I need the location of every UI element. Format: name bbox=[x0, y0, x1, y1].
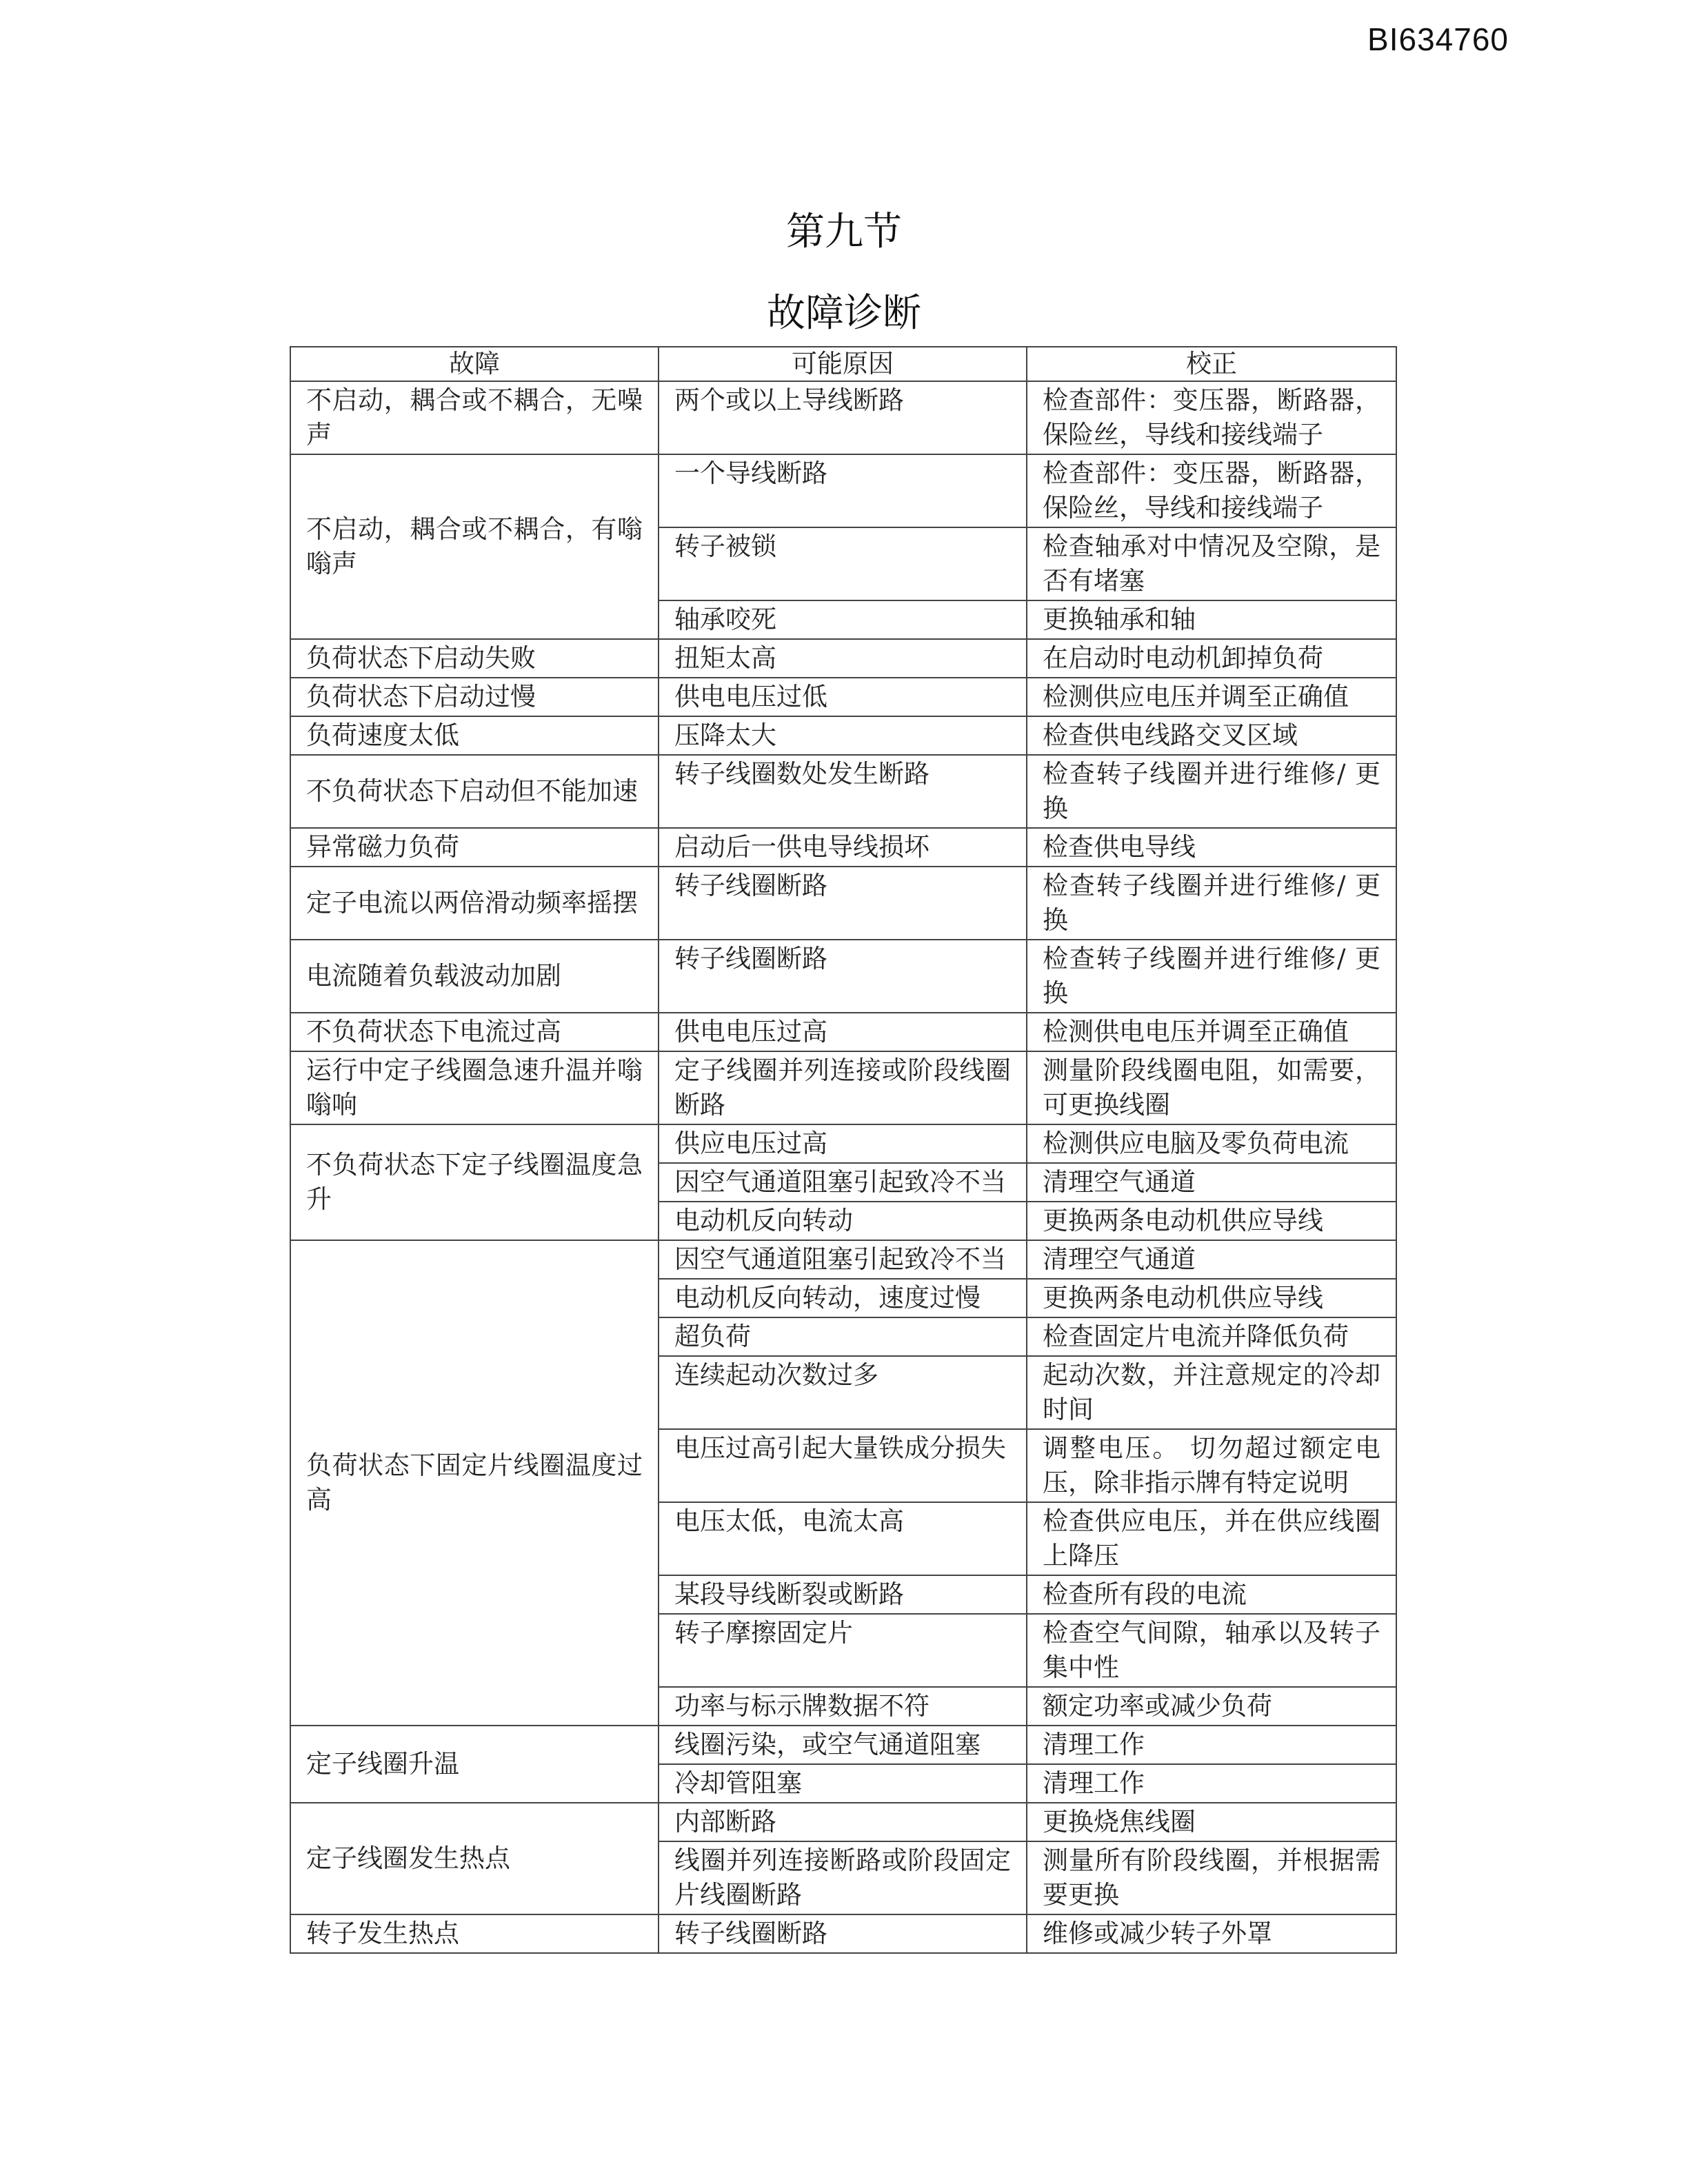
fix-cell: 更换轴承和轴 bbox=[1027, 600, 1396, 639]
table-row bbox=[290, 867, 1396, 940]
table-row bbox=[290, 1803, 1396, 1841]
cause-cell: 因空气通道阻塞引起致冷不当 bbox=[659, 1240, 1027, 1279]
fault-cell: 定子电流以两倍滑动频率摇摆 bbox=[290, 867, 659, 940]
fix-cell: 检查部件：变压器，断路器，保险丝，导线和接线端子 bbox=[1027, 381, 1396, 454]
fix-cell: 额定功率或减少负荷 bbox=[1027, 1687, 1396, 1726]
fault-cell: 电流随着负载波动加剧 bbox=[290, 940, 659, 1013]
fault-cell: 负荷速度太低 bbox=[290, 716, 659, 755]
table-header-row bbox=[290, 347, 1396, 381]
cause-cell: 一个导线断路 bbox=[659, 454, 1027, 527]
table-row bbox=[290, 716, 1396, 755]
table-row bbox=[290, 1051, 1396, 1124]
cause-cell: 电压过高引起大量铁成分损失 bbox=[659, 1429, 1027, 1502]
fix-cell: 测量所有阶段线圈，并根据需要更换 bbox=[1027, 1841, 1396, 1914]
table-row bbox=[290, 1124, 1396, 1163]
cause-cell: 线圈并列连接断路或阶段固定片线圈断路 bbox=[659, 1841, 1027, 1914]
header-fix: 校正 bbox=[1027, 347, 1396, 381]
fault-cell: 定子线圈升温 bbox=[290, 1726, 659, 1803]
fault-cell: 不负荷状态下电流过高 bbox=[290, 1013, 659, 1051]
fault-cell: 负荷状态下启动过慢 bbox=[290, 678, 659, 716]
fix-cell: 更换烧焦线圈 bbox=[1027, 1803, 1396, 1841]
fix-cell: 清理空气通道 bbox=[1027, 1163, 1396, 1202]
fix-cell: 检查转子线圈并进行维修/ 更换 bbox=[1027, 940, 1396, 1013]
fix-cell: 调整电压。 切勿超过额定电压，除非指示牌有特定说明 bbox=[1027, 1429, 1396, 1502]
table-row bbox=[290, 1726, 1396, 1764]
cause-cell: 某段导线断裂或断路 bbox=[659, 1575, 1027, 1614]
header-cause: 可能原因 bbox=[659, 347, 1027, 381]
fix-cell: 更换两条电动机供应导线 bbox=[1027, 1202, 1396, 1240]
fault-cell: 负荷状态下启动失败 bbox=[290, 639, 659, 678]
fix-cell: 检查所有段的电流 bbox=[1027, 1575, 1396, 1614]
cause-cell: 转子线圈数处发生断路 bbox=[659, 755, 1027, 828]
fault-cell: 异常磁力负荷 bbox=[290, 828, 659, 867]
fix-cell: 检测供应电压并调至正确值 bbox=[1027, 678, 1396, 716]
fix-cell: 检测供电电压并调至正确值 bbox=[1027, 1013, 1396, 1051]
table-row bbox=[290, 1240, 1396, 1279]
fix-cell: 检查固定片电流并降低负荷 bbox=[1027, 1317, 1396, 1356]
fix-cell: 检查供电导线 bbox=[1027, 828, 1396, 867]
fix-cell: 在启动时电动机卸掉负荷 bbox=[1027, 639, 1396, 678]
cause-cell: 供电电压过高 bbox=[659, 1013, 1027, 1051]
fix-cell: 清理工作 bbox=[1027, 1764, 1396, 1803]
table-row bbox=[290, 639, 1396, 678]
fault-cell: 不负荷状态下启动但不能加速 bbox=[290, 755, 659, 828]
fault-cell: 负荷状态下固定片线圈温度过高 bbox=[290, 1240, 659, 1726]
fix-cell: 检查供电线路交叉区域 bbox=[1027, 716, 1396, 755]
cause-cell: 因空气通道阻塞引起致冷不当 bbox=[659, 1163, 1027, 1202]
table-row bbox=[290, 1013, 1396, 1051]
fault-cell: 不负荷状态下定子线圈温度急升 bbox=[290, 1124, 659, 1240]
cause-cell: 供应电压过高 bbox=[659, 1124, 1027, 1163]
table-row bbox=[290, 381, 1396, 454]
fault-diagnosis-table bbox=[290, 346, 1397, 1954]
fault-cell: 不启动，耦合或不耦合，有嗡嗡声 bbox=[290, 454, 659, 639]
cause-cell: 电压太低，电流太高 bbox=[659, 1502, 1027, 1575]
fix-cell: 检查部件：变压器，断路器，保险丝，导线和接线端子 bbox=[1027, 454, 1396, 527]
cause-cell: 转子线圈断路 bbox=[659, 867, 1027, 940]
cause-cell: 连续起动次数过多 bbox=[659, 1356, 1027, 1429]
page-title: 故障诊断 bbox=[767, 291, 921, 336]
cause-cell: 电动机反向转动，速度过慢 bbox=[659, 1279, 1027, 1317]
cause-cell: 转子摩擦固定片 bbox=[659, 1614, 1027, 1687]
fix-cell: 测量阶段线圈电阻，如需要，可更换线圈 bbox=[1027, 1051, 1396, 1124]
cause-cell: 轴承咬死 bbox=[659, 600, 1027, 639]
fix-cell: 检查转子线圈并进行维修/ 更换 bbox=[1027, 755, 1396, 828]
fault-cell: 运行中定子线圈急速升温并嗡嗡响 bbox=[290, 1051, 659, 1124]
cause-cell: 供电电压过低 bbox=[659, 678, 1027, 716]
fix-cell: 检查转子线圈并进行维修/ 更换 bbox=[1027, 867, 1396, 940]
table-body bbox=[290, 381, 1396, 1953]
document-id: BI634760 bbox=[1367, 21, 1509, 57]
cause-cell: 转子线圈断路 bbox=[659, 1914, 1027, 1953]
section-heading: 第九节 bbox=[786, 210, 902, 254]
table-row bbox=[290, 678, 1396, 716]
fix-cell: 清理空气通道 bbox=[1027, 1240, 1396, 1279]
cause-cell: 电动机反向转动 bbox=[659, 1202, 1027, 1240]
fix-cell: 检测供应电脑及零负荷电流 bbox=[1027, 1124, 1396, 1163]
cause-cell: 压降太大 bbox=[659, 716, 1027, 755]
cause-cell: 超负荷 bbox=[659, 1317, 1027, 1356]
cause-cell: 功率与标示牌数据不符 bbox=[659, 1687, 1027, 1726]
cause-cell: 两个或以上导线断路 bbox=[659, 381, 1027, 454]
cause-cell: 线圈污染，或空气通道阻塞 bbox=[659, 1726, 1027, 1764]
fault-cell: 不启动，耦合或不耦合，无噪声 bbox=[290, 381, 659, 454]
table-row bbox=[290, 755, 1396, 828]
cause-cell: 启动后一供电导线损坏 bbox=[659, 828, 1027, 867]
fix-cell: 检查供应电压，并在供应线圈上降压 bbox=[1027, 1502, 1396, 1575]
cause-cell: 定子线圈并列连接或阶段线圈断路 bbox=[659, 1051, 1027, 1124]
cause-cell: 转子线圈断路 bbox=[659, 940, 1027, 1013]
table-row bbox=[290, 1914, 1396, 1953]
cause-cell: 内部断路 bbox=[659, 1803, 1027, 1841]
header-fault: 故障 bbox=[290, 347, 659, 381]
table-row bbox=[290, 940, 1396, 1013]
fix-cell: 更换两条电动机供应导线 bbox=[1027, 1279, 1396, 1317]
fix-cell: 检查轴承对中情况及空隙，是否有堵塞 bbox=[1027, 527, 1396, 600]
fix-cell: 维修或减少转子外罩 bbox=[1027, 1914, 1396, 1953]
fix-cell: 清理工作 bbox=[1027, 1726, 1396, 1764]
fault-cell: 转子发生热点 bbox=[290, 1914, 659, 1953]
table-row bbox=[290, 454, 1396, 527]
fault-cell: 定子线圈发生热点 bbox=[290, 1803, 659, 1914]
cause-cell: 扭矩太高 bbox=[659, 639, 1027, 678]
cause-cell: 转子被锁 bbox=[659, 527, 1027, 600]
cause-cell: 冷却管阻塞 bbox=[659, 1764, 1027, 1803]
fix-cell: 检查空气间隙，轴承以及转子集中性 bbox=[1027, 1614, 1396, 1687]
fix-cell: 起动次数，并注意规定的冷却时间 bbox=[1027, 1356, 1396, 1429]
table-row bbox=[290, 828, 1396, 867]
